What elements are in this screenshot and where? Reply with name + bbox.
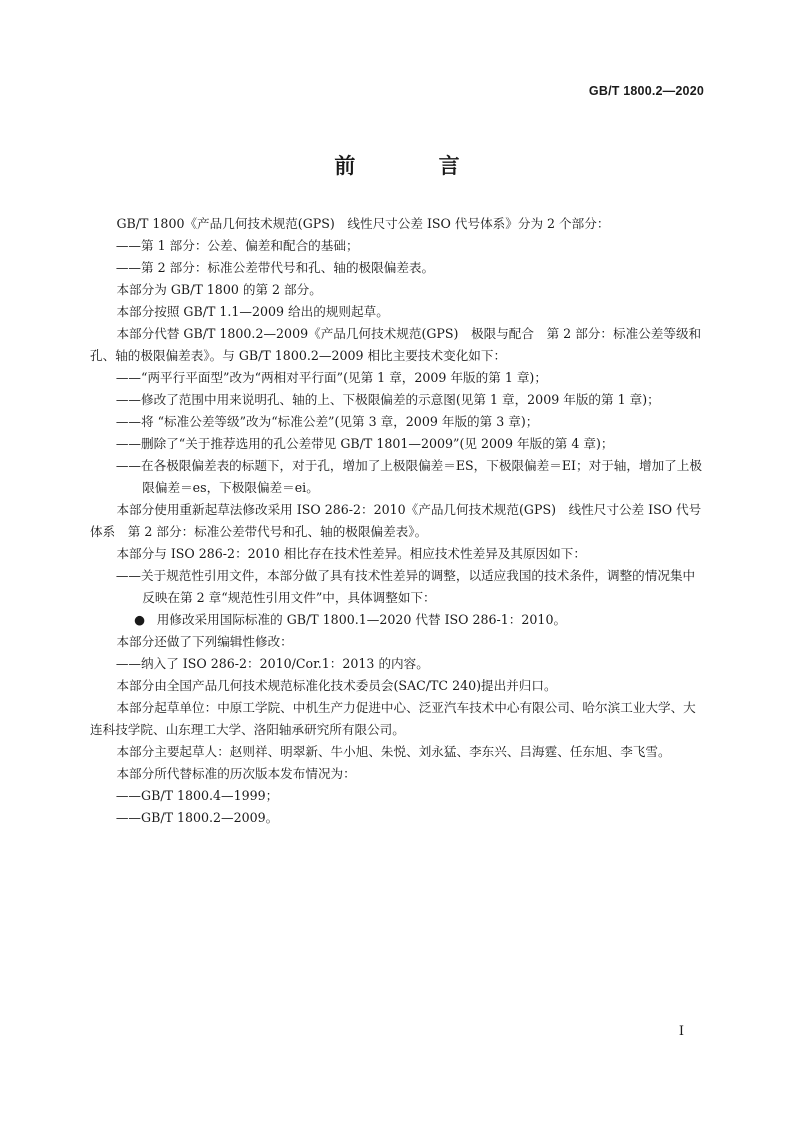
paragraph: GB/T 1800《产品几何技术规范(GPS) 线性尺寸公差 ISO 代号体系》分为 2 个部分： — [116, 216, 610, 231]
dash-item: ——GB/T 1800.2—2009。 — [115, 810, 279, 825]
foreword-body — [90, 213, 706, 829]
paragraph: 本部分使用重新起草法修改采用 ISO 286-2：2010《产品几何技术规范(GPS) 线性尺寸公差 ISO 代号体系 第 2 部分：标准公差带代号和孔、轴的极限偏差表》。 — [90, 502, 702, 539]
paragraph: 本部分还做了下列编辑性修改： — [116, 634, 293, 649]
paragraph: 本部分起草单位：中原工学院、中机生产力促进中心、泛亚汽车技术中心有限公司、哈尔滨工业大学、大连科技学院、山东理工大学、洛阳轴承研究所有限公司。 — [90, 700, 696, 737]
dash-item: ——“两平行平面型”改为“两相对平行面”(见第 1 章，2009 年版的第 1 章)； — [115, 370, 547, 385]
dash-item: ——在各极限偏差表的标题下，对于孔，增加了上极限偏差＝ES，下极限偏差＝EI；对于轴，增加了上极限偏差＝es，下极限偏差＝ei。 — [115, 458, 702, 495]
paragraph: 本部分代替 GB/T 1800.2—2009《产品几何技术规范(GPS) 极限与配合 第 2 部分：标准公差等级和孔、轴的极限偏差表》。与 GB/T 1800.2—2009 相比主要技术变化如下： — [90, 326, 702, 363]
dash-item: ——删除了“关于推荐选用的孔公差带见 GB/T 1801—2009”(见 2009 年版的第 4 章)； — [115, 436, 614, 451]
dash-item: ——第 1 部分：公差、偏差和配合的基础； — [115, 238, 359, 253]
paragraph: 本部分按照 GB/T 1.1—2009 给出的规则起草。 — [116, 304, 389, 319]
page-number: I — [678, 1024, 684, 1039]
paragraph: 本部分由全国产品几何技术规范标准化技术委员会(SAC/TC 240)提出并归口。 — [116, 678, 557, 693]
paragraph: 本部分所代替标准的历次版本发布情况为： — [116, 766, 356, 781]
dash-item: ——关于规范性引用文件，本部分做了具有技术性差异的调整，以适应我国的技术条件，调整的情况集中反映在第 2 章“规范性引用文件”中，具体调整如下： — [115, 568, 696, 605]
dash-item: ——GB/T 1800.4—1999； — [115, 788, 279, 803]
bullet-text: 用修改采用国际标准的 GB/T 1800.1—2020 代替 ISO 286-1：2010。 — [156, 612, 567, 627]
dash-item: ——修改了范围中用来说明孔、轴的上、下极限偏差的示意图(见第 1 章，2009 年版的第 1 章)； — [115, 392, 660, 407]
standard-number: GB/T 1800.2—2020 — [588, 84, 704, 98]
dash-item: ——纳入了 ISO 286-2：2010/Cor.1：2013 的内容。 — [115, 656, 429, 671]
paragraph: 本部分与 ISO 286-2：2010 相比存在技术性差异。相应技术性差异及其原因如下： — [116, 546, 586, 561]
dash-item: ——将 “标准公差等级”改为“标准公差”(见第 3 章，2009 年版的第 3 章)； — [115, 414, 539, 429]
bullet-dot-icon: ● — [134, 612, 146, 627]
paragraph: 本部分主要起草人：赵则祥、明翠新、牛小旭、朱悦、刘永猛、李东兴、吕海霆、任东旭、李飞雪。 — [116, 744, 671, 759]
paragraph: 本部分为 GB/T 1800 的第 2 部分。 — [116, 282, 322, 297]
page-title: 前 言 — [334, 154, 498, 178]
dash-item: ——第 2 部分：标准公差带代号和孔、轴的极限偏差表。 — [115, 260, 435, 275]
bullet-item — [90, 609, 706, 631]
